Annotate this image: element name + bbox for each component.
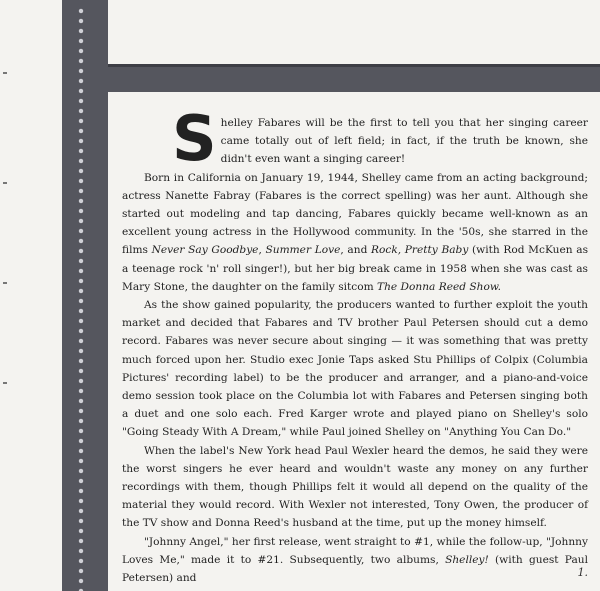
paragraph-text: Born in California on January 19, 1944, Shelley came from an acting background; actress Nanette Fabray (Fabares is the correct spelling) was her aunt. Although she started out modeling and tap dancing, Fabares quickly became well-known as an excellent young actress in the Hollywood community. In the '50s, she starred in the films: [122, 171, 588, 257]
page-edge-mark: [3, 182, 7, 184]
italic-title-text: Rock, Pretty Baby: [371, 244, 469, 257]
article-paragraphs: [122, 102, 589, 587]
paragraph: [122, 442, 588, 533]
paragraph-text: (with Rod McKuen as a teenage rock 'n' roll singer!), but her big break came in 1958 when she was cast as Mary Stone, the daughter on the family sitcom: [122, 244, 589, 293]
italic-title-text: The Donna Reed Show.: [377, 280, 502, 293]
italic-title-text: Never Say Goodbye: [151, 244, 259, 257]
page-edge-mark: [3, 72, 7, 74]
paragraph-text: helley Fabares will be the first to tell you that her singing career came totally out of left field; in fact, if the truth be known, she didn't even want a singing career!: [220, 117, 588, 166]
article-body: [122, 102, 589, 587]
paragraph: [122, 296, 588, 442]
page-number: 1.: [577, 566, 588, 579]
italic-title-text: Summer Love: [265, 244, 341, 257]
page-edge-mark: [3, 382, 7, 384]
paragraph-text: , and: [340, 244, 372, 257]
page-edge-mark: [3, 282, 7, 284]
paragraph: [122, 533, 588, 588]
decorative-horizontal-bar: [108, 64, 600, 92]
paragraph-text: When the label's New York head Paul Wexler heard the demos, he said they were the worst singers he ever heard and wouldn't waste any money on any further recordings with them, though Phillips felt it would all depend on the quality of the material they would record. With Wexler not interested, Tony Owen, the producer of the TV show and Donna Reed's husband at the time, put up the money himself.: [122, 444, 588, 530]
paragraph-text: "Johnny Angel," her first release, went straight to #1, while the follow-up, "Johnny Loves Me," made it to #21. Subsequently, two albums,: [122, 535, 588, 566]
paragraph-text: ,: [258, 244, 266, 257]
italic-title-text: Shelley!: [445, 553, 489, 566]
paragraph-text: As the show gained popularity, the producers wanted to further exploit the youth market and decided that Fabares and TV brother Paul Petersen should cut a demo record. Fabares was never secure about singing — it was something that was pretty much forced upon her. Studio exec Jonie Taps asked Stu Phillips of Colpix (Columbia Pictures' recording label) to be the producer and arranger, and a piano-and-voice demo session took place on the Columbia lot with Fabares and Petersen singing both a duet and one solo each. Fred Karger wrote and played piano on Shelley's solo "Going Steady With A Dream," while Paul joined Shelley on "Anything You Can Do.": [122, 299, 588, 439]
drop-cap: S: [172, 102, 217, 175]
paragraph: [122, 169, 588, 296]
decorative-dot-column: [76, 6, 86, 591]
paragraph-text: (with guest Paul Petersen) and: [122, 553, 588, 585]
